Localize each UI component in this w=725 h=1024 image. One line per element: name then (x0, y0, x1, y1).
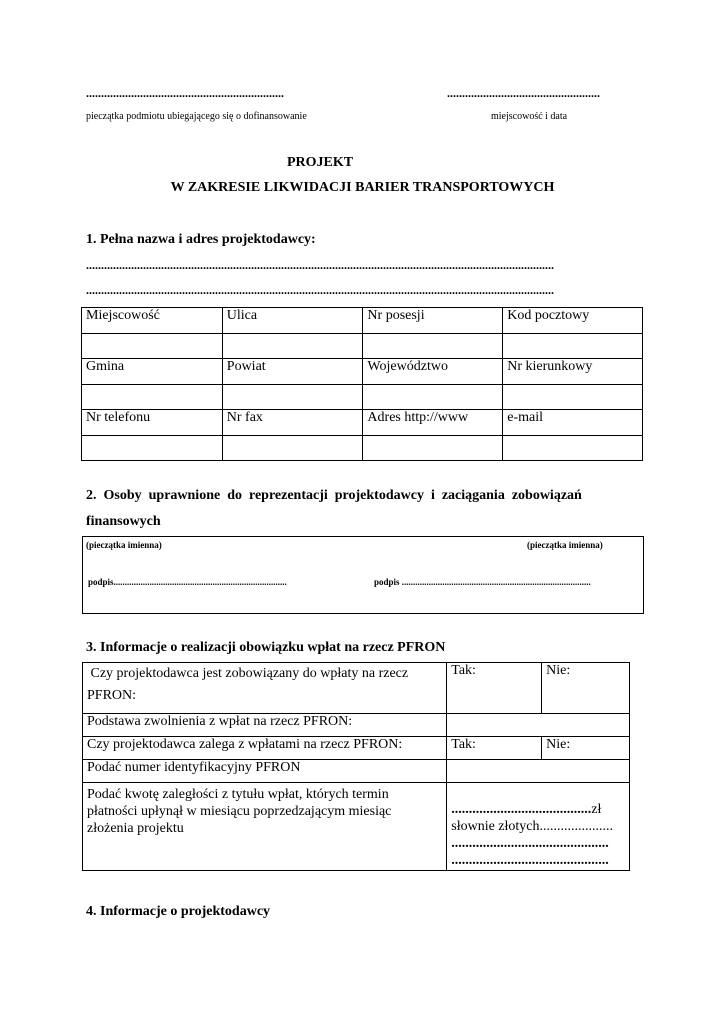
table-row (82, 359, 643, 385)
q3-no[interactable]: Nie: (542, 737, 630, 760)
label-miejscowosc: Miejscowość (82, 308, 223, 334)
label-nr-kierunkowy: Nr kierunkowy (503, 359, 643, 385)
extra-dots-line2[interactable]: ............................................. (451, 853, 609, 868)
q5-line2: płatności upłynął w miesiącu poprzedzającym miesiąc (87, 804, 392, 819)
label-kod-pocztowy: Kod pocztowy (503, 308, 643, 334)
input-kod-pocztowy[interactable] (503, 334, 643, 359)
table-row (83, 663, 630, 714)
label-wojewodztwo: Województwo (363, 359, 503, 385)
input-wojewodztwo[interactable] (363, 385, 503, 410)
table-row (82, 385, 643, 410)
stamp-right: (pieczątka imienna) (527, 540, 603, 550)
q2-label: Podstawa zwolnienia z wpłat na rzecz PFRON: (83, 714, 447, 737)
table-row (82, 308, 643, 334)
amount-dots: ........................................ (451, 802, 592, 817)
words-dots: ..................... (539, 819, 614, 834)
q5-input[interactable] (447, 783, 630, 871)
input-nr-fax[interactable] (222, 436, 363, 461)
name-dots-line1[interactable]: ............................................................................................................................................................ (86, 258, 554, 272)
q5-cell (83, 783, 447, 871)
input-miejscowosc[interactable] (82, 334, 223, 359)
label-ulica: Ulica (222, 308, 363, 334)
label-nr-fax: Nr fax (222, 410, 363, 436)
q2-input[interactable] (447, 714, 630, 737)
q4-input[interactable] (447, 760, 630, 783)
q4-label: Podać numer identyfikacyjny PFRON (83, 760, 447, 783)
q3-yes[interactable]: Tak: (447, 737, 542, 760)
label-gmina: Gmina (82, 359, 223, 385)
stamp-left: (pieczątka imienna) (86, 540, 162, 550)
table-row (83, 737, 630, 760)
label-adres-www: Adres http://www (363, 410, 503, 436)
label-nr-telefonu: Nr telefonu (82, 410, 223, 436)
section4-heading: 4. Informacje o projektodawcy (86, 904, 271, 919)
table-row (82, 334, 643, 359)
table-row (82, 410, 643, 436)
address-table (81, 307, 643, 461)
input-powiat[interactable] (222, 385, 363, 410)
amount-unit: zł (591, 802, 602, 817)
signature-left[interactable]: podpis............................................................................. (88, 577, 287, 587)
table-row (83, 783, 630, 871)
q5-line1: Podać kwotę zaległości z tytułu wpłat, których termin (87, 787, 389, 802)
title-line1: PROJEKT (286, 155, 354, 170)
stamp-dots: .................................................................. (86, 86, 284, 100)
pfron-table (82, 662, 630, 871)
input-gmina[interactable] (82, 385, 223, 410)
q1-line1: Czy projektodawca jest zobowiązany do wpłaty na rzecz (87, 666, 409, 681)
input-adres-www[interactable] (363, 436, 503, 461)
place-date-dots: ................................................... (447, 86, 600, 100)
place-date-caption: miejscowość i data (491, 111, 568, 122)
q3-label: Czy projektodawca zalega z wpłatami na rzecz PFRON: (83, 737, 447, 760)
q5-line3: złożenia projektu (87, 821, 184, 836)
table-row (83, 760, 630, 783)
section1-heading: 1. Pełna nazwa i adres projektodawcy: (86, 232, 316, 247)
table-row (82, 436, 643, 461)
section2-heading-line2: finansowych (86, 514, 161, 529)
title-line2: W ZAKRESIE LIKWIDACJI BARIER TRANSPORTOWYCH (170, 180, 555, 195)
label-email: e-mail (503, 410, 643, 436)
signature-right[interactable]: podpis .................................................................................... (374, 577, 591, 587)
table-row (83, 714, 630, 737)
q1-line2: PFRON: (87, 688, 137, 703)
signature-box (82, 536, 644, 614)
section2-heading-line1: 2. Osoby uprawnione do reprezentacji projektodawcy i zaciągania zobowiązań (86, 488, 582, 503)
label-nr-posesji: Nr posesji (363, 308, 503, 334)
q1-no[interactable]: Nie: (542, 663, 630, 714)
input-nr-posesji[interactable] (363, 334, 503, 359)
amount-line[interactable] (451, 801, 625, 818)
q1-cell (83, 663, 447, 714)
extra-dots-line1[interactable]: ............................................. (451, 836, 609, 851)
label-powiat: Powiat (222, 359, 363, 385)
section3-heading: 3. Informacje o realizacji obowiązku wpłat na rzecz PFRON (86, 640, 446, 655)
words-label: słownie złotych (451, 819, 540, 834)
q1-yes[interactable]: Tak: (447, 663, 542, 714)
input-ulica[interactable] (222, 334, 363, 359)
input-nr-kierunkowy[interactable] (503, 385, 643, 410)
words-line[interactable] (451, 818, 625, 835)
name-dots-line2[interactable]: ............................................................................................................................................................ (86, 283, 554, 297)
input-nr-telefonu[interactable] (82, 436, 223, 461)
input-email[interactable] (503, 436, 643, 461)
stamp-caption: pieczątka podmiotu ubiegającego się o dofinansowanie (86, 111, 307, 122)
